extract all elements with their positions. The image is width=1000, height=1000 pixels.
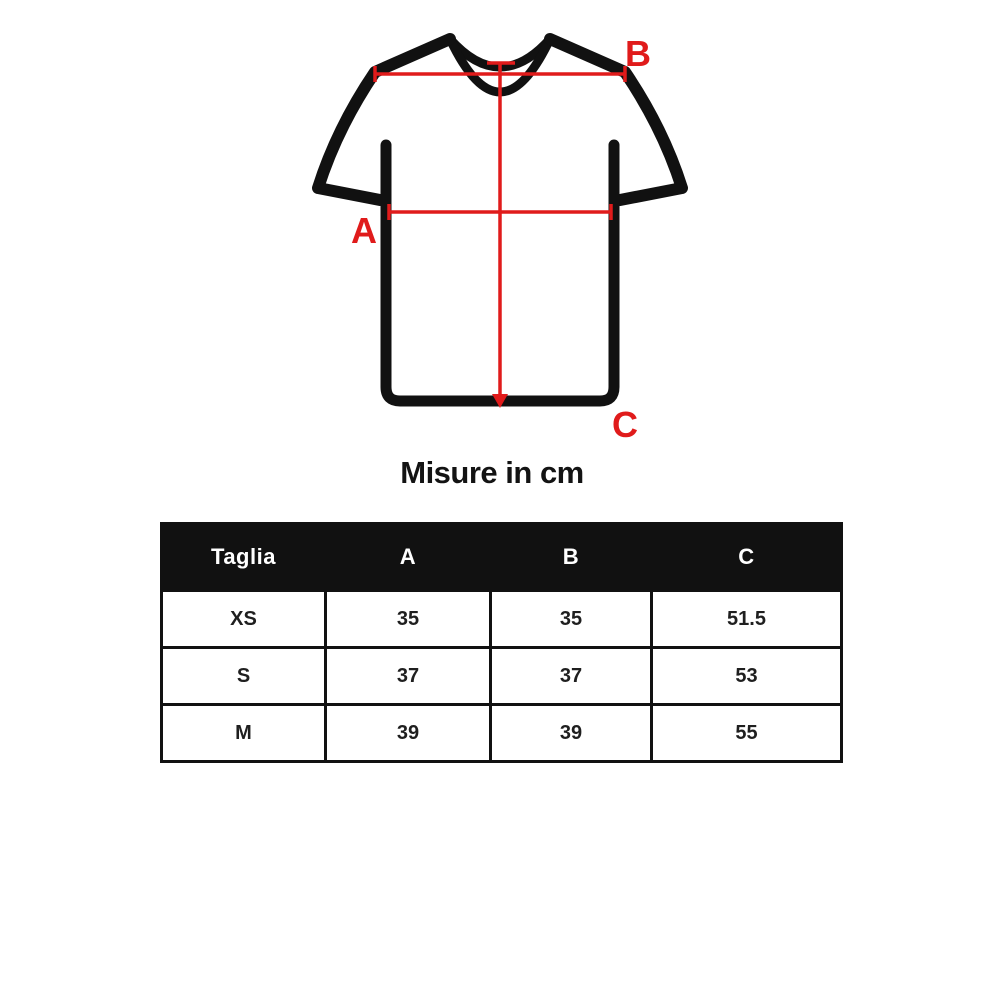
size-table-header (162, 524, 842, 591)
cell-b: 35 (491, 591, 652, 648)
table-row-m (162, 705, 842, 762)
measure-label-b: B (625, 33, 651, 74)
header-cell-taglia: Taglia (162, 524, 326, 591)
cell-a: 39 (326, 705, 491, 762)
cell-a: 35 (326, 591, 491, 648)
header-cell-b: B (491, 524, 652, 591)
page-title: Misure in cm (400, 455, 584, 490)
cell-size: XS (162, 591, 326, 648)
measure-label-a: A (351, 210, 377, 251)
size-table-body (162, 591, 842, 762)
cell-c: 51.5 (652, 591, 842, 648)
measure-label-c: C (612, 404, 638, 445)
cell-a: 37 (326, 648, 491, 705)
cell-c: 53 (652, 648, 842, 705)
cell-size: S (162, 648, 326, 705)
header-cell-a: A (326, 524, 491, 591)
size-table (160, 522, 843, 763)
cell-c: 55 (652, 705, 842, 762)
table-row-xs (162, 591, 842, 648)
table-header-row (162, 524, 842, 591)
cell-size: M (162, 705, 326, 762)
table-row-s (162, 648, 842, 705)
header-cell-c: C (652, 524, 842, 591)
tshirt-measurement-diagram (0, 0, 1000, 460)
cell-b: 37 (491, 648, 652, 705)
cell-b: 39 (491, 705, 652, 762)
